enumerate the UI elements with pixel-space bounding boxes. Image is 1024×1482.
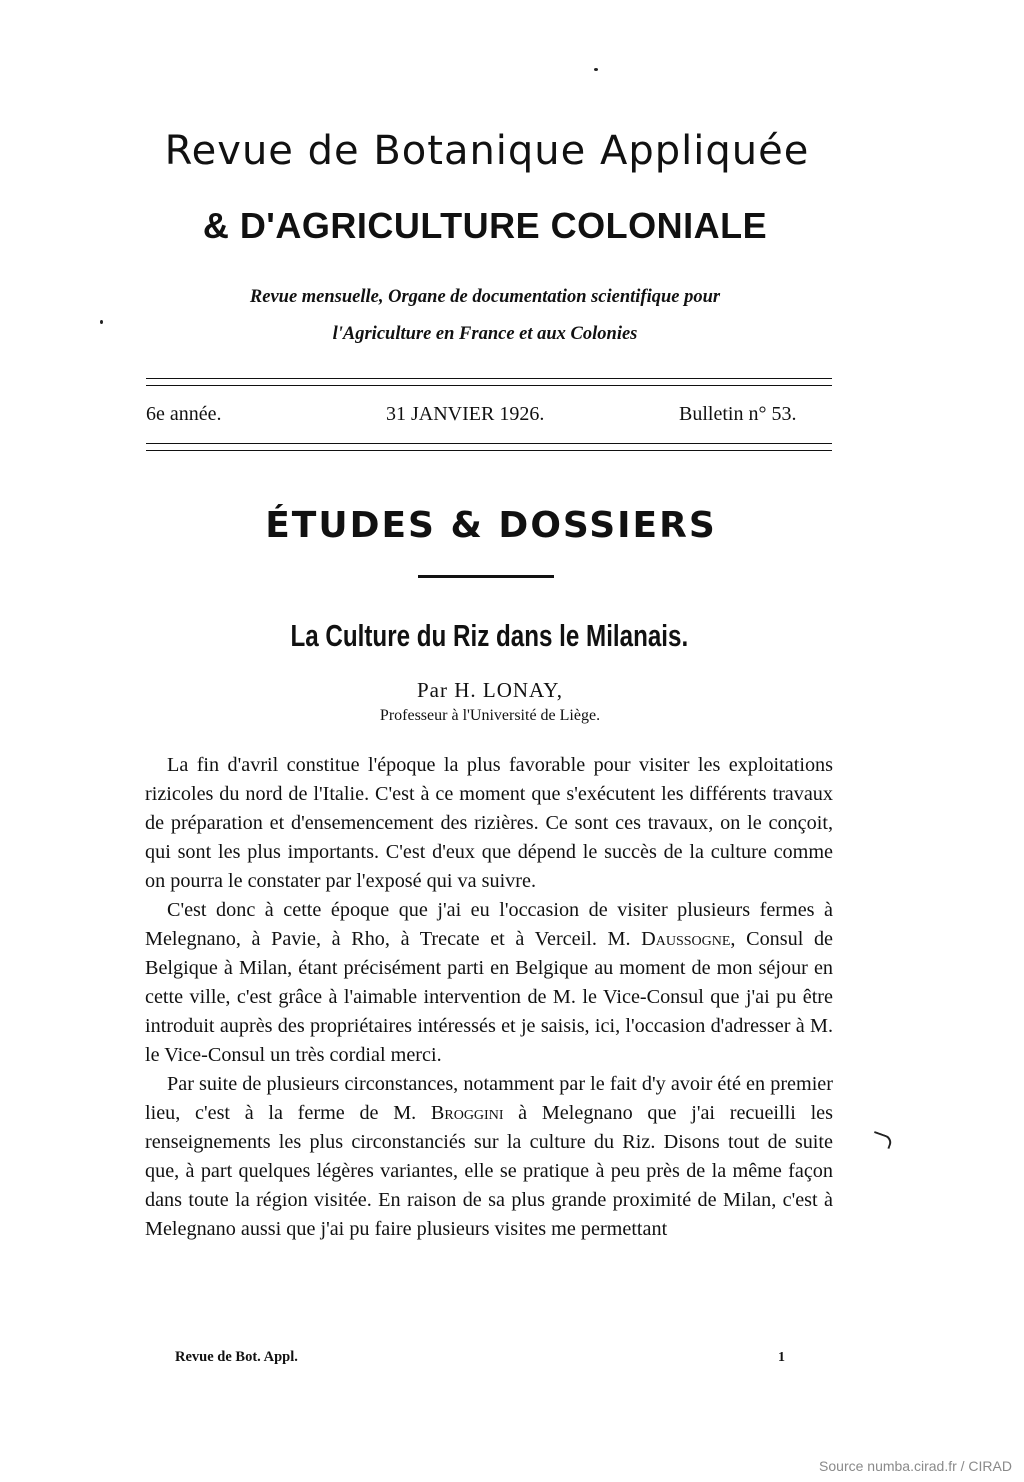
issue-rule-bottom-1 (146, 443, 832, 444)
section-heading: ÉTUDES & DOSSIERS (265, 505, 717, 546)
footer-journal: Revue de Bot. Appl. (175, 1349, 298, 1365)
journal-description-line2: l'Agriculture en France et aux Colonies (332, 324, 638, 344)
article-author: Par H. LONAY, (416, 678, 563, 702)
journal-title: Revue de Botanique Appliquée (164, 128, 810, 174)
section-rule (418, 575, 554, 578)
article-body (145, 751, 833, 1244)
issue-rule-bottom-2 (146, 450, 832, 451)
author-affiliation: Professeur à l'Université de Liège. (379, 707, 601, 724)
source-credit: Source numba.cirad.fr / CIRAD (819, 1458, 1012, 1474)
paragraph-2: C'est donc à cette époque que j'ai eu l'occasion de visiter plusieurs fermes à Melegnano, à Pavie, à Rho, à Trecate et à Verceil. M. Daussogne, Consul de Belgique à Milan, étant précisément parti en Belgique au moment de mon séjour en cette ville, c'est grâce à l'aimable intervention de M. le Vice-Consul que j'ai pu être introduit auprès des propriétaires intéressés et je saisis, ici, l'occasion d'adresser à M. le Vice-Consul un très cordial merci. (145, 899, 834, 1066)
paragraph-1: La fin d'avril constitue l'époque la plus favorable pour visiter les exploitations rizicoles du nord de l'Italie. C'est à ce moment que s'exécutent les différents travaux de préparation et d'ensemencement des rizières. Ce sont ces travaux, on le conçoit, qui sont les plus importants. C'est d'eux que dépend le succès de la culture comme on pourra le constater par l'exposé qui va suivre. (145, 754, 833, 892)
scan-speck (594, 68, 598, 71)
issue-rule-top-2 (146, 385, 832, 386)
issue-year: 6e année. (146, 403, 222, 425)
issue-bulletin: Bulletin n° 53. (679, 403, 797, 425)
page-number: 1 (778, 1350, 785, 1365)
person-name: Broggini (430, 1102, 504, 1124)
issue-rule-top-1 (146, 378, 832, 379)
paragraph-3: Par suite de plusieurs circonstances, notamment par le fait d'y avoir été en premier lieu, c'est à la ferme de M. Broggini à Melegnano que j'ai recueilli les renseignements les plus circonstanciés sur la culture du Riz. Disons tout de suite que, à part quelques légères variantes, elle se pratique à peu près de la même façon dans toute la région visitée. En raison de sa plus grande proximité de Milan, c'est à Melegnano aussi que j'ai pu faire plusieurs visites me permettant (145, 1073, 833, 1240)
issue-date: 31 JANVIER 1926. (386, 403, 545, 425)
margin-mark (871, 1131, 894, 1149)
article-title: La Culture du Riz dans le Milanais. (290, 618, 689, 653)
journal-description-line1: Revue mensuelle, Organe de documentation scientifique pour (249, 287, 721, 307)
journal-subtitle-title: & D'AGRICULTURE COLONIALE (202, 205, 768, 246)
person-name: Daussogne (641, 928, 731, 950)
